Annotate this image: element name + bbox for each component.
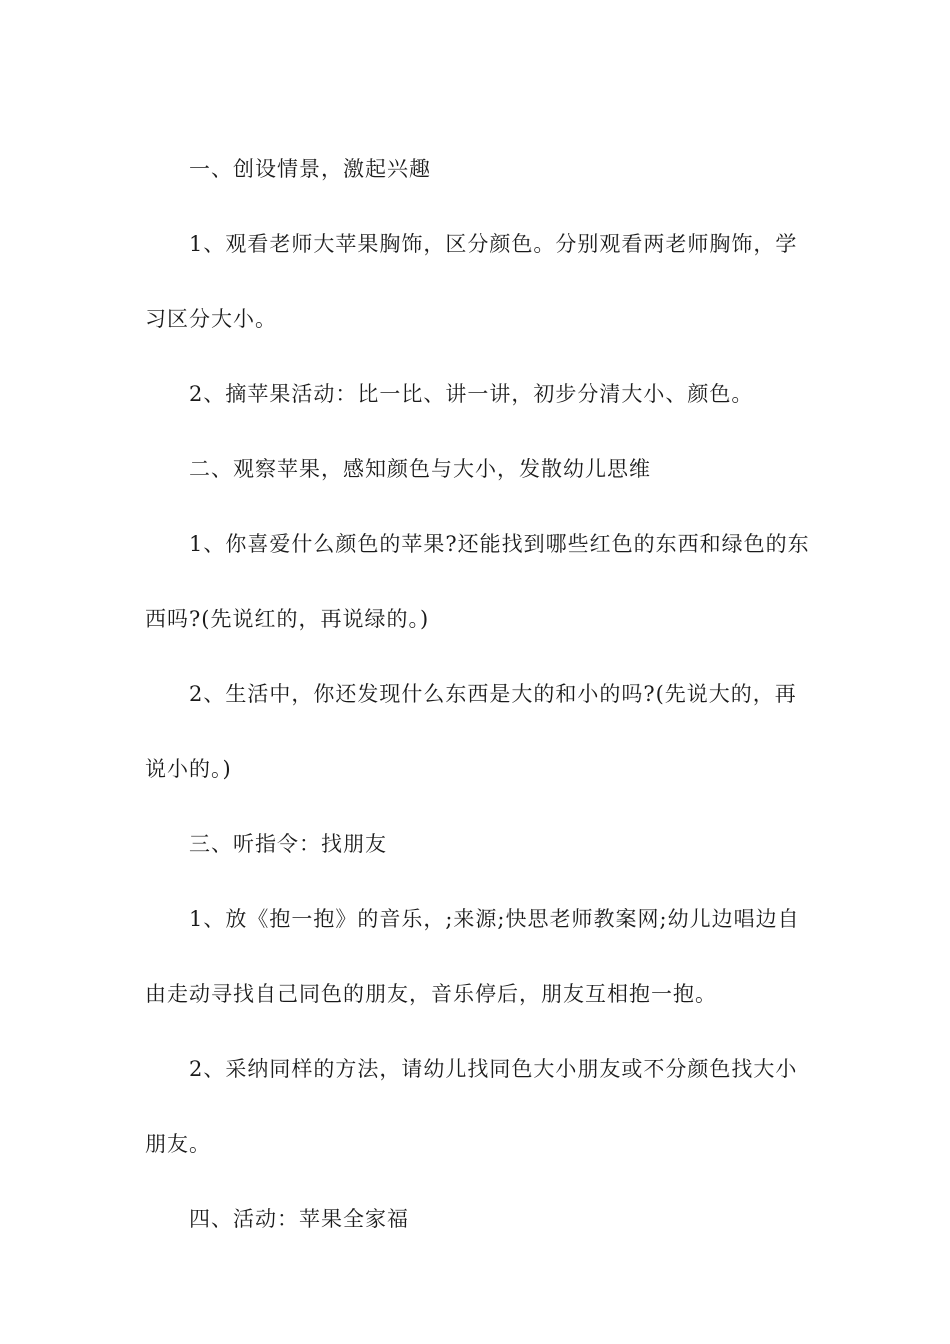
paragraph-3-2: 2、采纳同样的方法，请幼儿找同色大小朋友或不分颜色找大小朋友。 bbox=[145, 1057, 798, 1156]
paragraph-1-2: 2、摘苹果活动：比一比、讲一讲，初步分清大小、颜色。 bbox=[189, 382, 754, 406]
paragraph-1-1: 1、观看老师大苹果胸饰，区分颜色。分别观看两老师胸饰，学习区分大小。 bbox=[145, 232, 798, 331]
section-heading-2: 二、观察苹果，感知颜色与大小，发散幼儿思维 bbox=[189, 457, 651, 481]
paragraph-2-2: 2、生活中，你还发现什么东西是大的和小的吗?(先说大的，再说小的。) bbox=[145, 682, 797, 781]
document-body bbox=[145, 132, 810, 1257]
paragraph-3-1: 1、放《抱一抱》的音乐，;来源;快思老师教案网;幼儿边唱边自由走动寻找自己同色的朋友，音乐停后，朋友互相抱一抱。 bbox=[145, 907, 800, 1006]
section-heading-1: 一、创设情景，激起兴趣 bbox=[189, 157, 431, 181]
paragraph-2-1: 1、你喜爱什么颜色的苹果?还能找到哪些红色的东西和绿色的东西吗?(先说红的，再说绿的。) bbox=[145, 532, 810, 631]
section-heading-3: 三、听指令：找朋友 bbox=[189, 832, 387, 856]
section-heading-4: 四、活动：苹果全家福 bbox=[189, 1207, 409, 1231]
